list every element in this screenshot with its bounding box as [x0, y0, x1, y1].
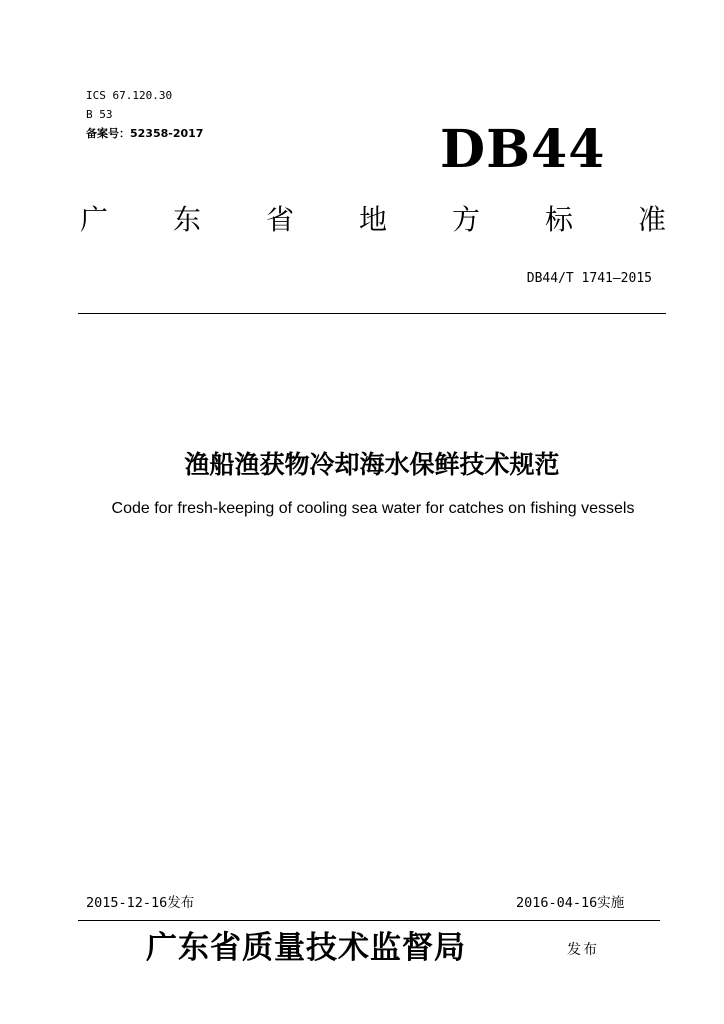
- bottom-divider: [78, 920, 660, 921]
- title-chinese: 渔船渔获物冷却海水保鲜技术规范: [184, 450, 560, 479]
- standard-type-heading: [78, 200, 668, 240]
- record-number: 备案号：52358-2017: [86, 127, 204, 140]
- implement-date-label: 实施: [597, 895, 625, 911]
- issue-date-label: 发布: [167, 895, 195, 911]
- standard-type-char: 方: [451, 203, 480, 236]
- standard-number: DB44/T 1741—2015: [526, 271, 652, 286]
- standard-type-char: 东: [172, 203, 201, 236]
- standard-code-logo: DB44: [440, 119, 606, 180]
- implement-date-value: 2016-04-16: [516, 895, 598, 911]
- top-divider: [78, 313, 666, 314]
- issuer-action-label: 发布: [567, 942, 599, 958]
- issuing-authority: 广东省质量技术监督局: [146, 930, 466, 966]
- standard-type-char: 地: [358, 203, 387, 236]
- classification-code: B 53: [86, 108, 113, 121]
- standard-type-char: 标: [544, 203, 573, 236]
- standard-type-char: 广: [79, 203, 108, 236]
- standard-type-char: 准: [637, 203, 666, 236]
- issue-date-value: 2015-12-16: [86, 895, 168, 911]
- ics-number: ICS 67.120.30: [86, 89, 173, 102]
- standard-type-char: 省: [265, 203, 294, 236]
- issue-date: [86, 894, 194, 912]
- implement-date: [516, 894, 624, 912]
- title-english: Code for fresh-keeping of cooling sea water for catches on fishing vessels: [111, 500, 635, 517]
